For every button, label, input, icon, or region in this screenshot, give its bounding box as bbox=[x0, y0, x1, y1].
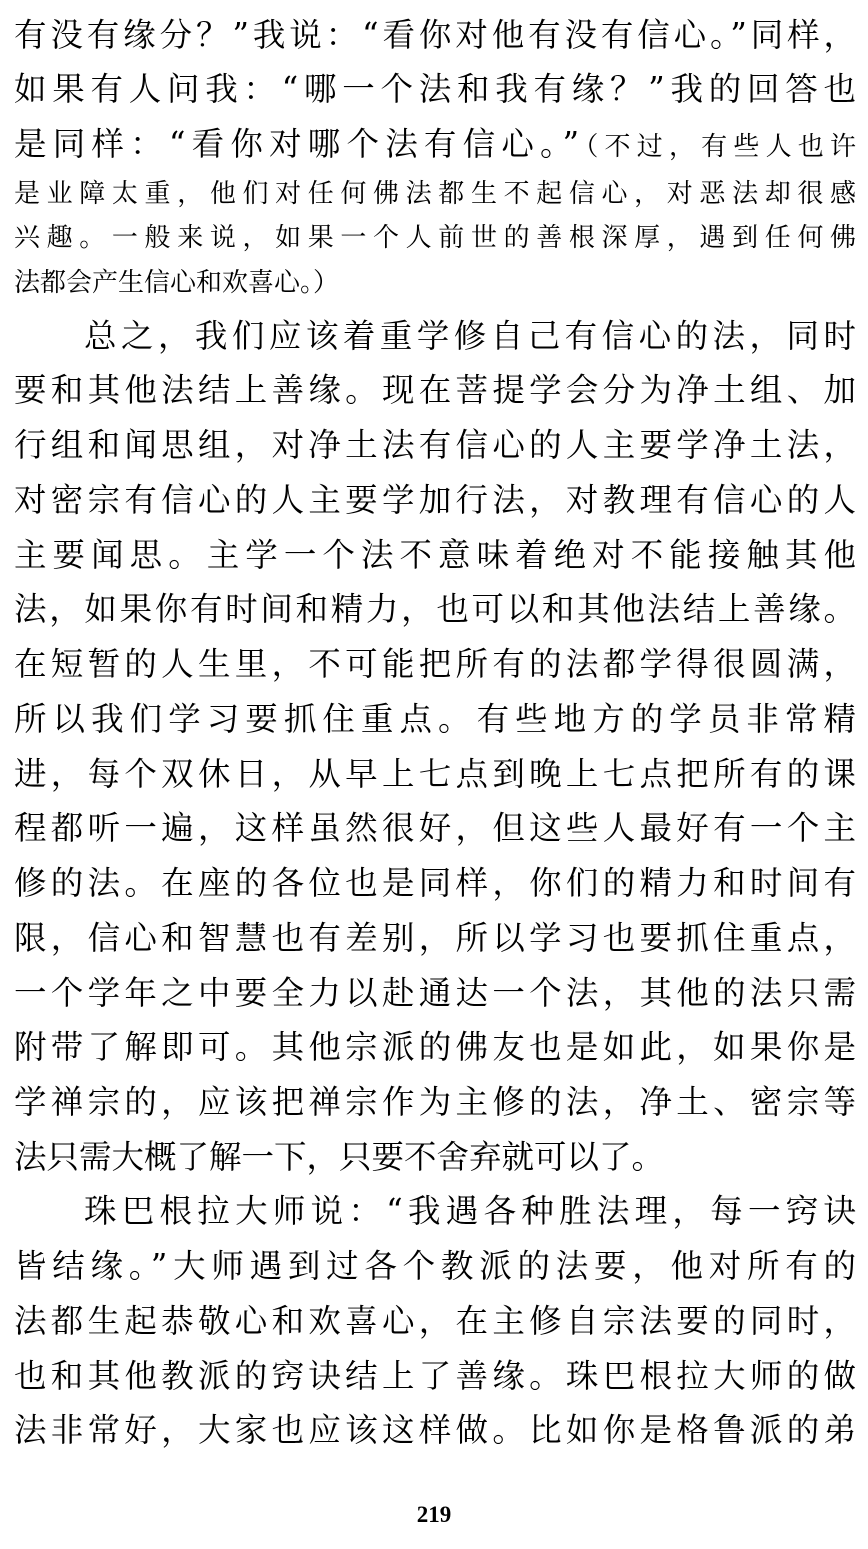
line-text: 修的法。在座的各位也是同样，你们的精力和时间有 bbox=[14, 864, 856, 902]
text-line bbox=[14, 62, 856, 117]
line-text: 有没有缘分？”我说：“看你对他有没有信心。”同样， bbox=[14, 16, 856, 54]
text-line-note bbox=[14, 172, 856, 216]
paragraph-first-line bbox=[14, 309, 856, 364]
text-line bbox=[14, 1075, 856, 1130]
line-text: 要和其他法结上善缘。现在菩提学会分为净土组、加 bbox=[14, 371, 856, 409]
line-text: 法都会产生信心和欢喜心。） bbox=[14, 268, 340, 298]
line-text: 进，每个双休日，从早上七点到晚上七点把所有的课 bbox=[14, 755, 856, 793]
page-number: 219 bbox=[416, 1502, 452, 1527]
parenthetical-note: （不过，有些人也许 bbox=[579, 132, 856, 162]
line-text: 法非常好，大家也应该这样做。比如你是格鲁派的弟 bbox=[14, 1411, 856, 1449]
text-line bbox=[14, 692, 856, 747]
text-line bbox=[14, 911, 856, 966]
line-text: 所以我们学习要抓住重点。有些地方的学员非常精 bbox=[14, 700, 856, 738]
text-line bbox=[14, 582, 856, 637]
line-text: 总之，我们应该着重学修自己有信心的法，同时 bbox=[84, 317, 856, 355]
text-line bbox=[14, 637, 856, 692]
text-line bbox=[14, 966, 856, 1021]
text-line-note bbox=[14, 261, 856, 305]
line-text: 限，信心和智慧也有差别，所以学习也要抓住重点， bbox=[14, 919, 856, 957]
text-line bbox=[14, 856, 856, 911]
line-text: 主要闻思。主学一个法不意味着绝对不能接触其他 bbox=[14, 536, 856, 574]
text-line bbox=[14, 1403, 856, 1458]
line-text: 程都听一遍，这样虽然很好，但这些人最好有一个主 bbox=[14, 809, 856, 847]
line-text: 法只需大概了解一下，只要不舍弃就可以了。 bbox=[14, 1138, 665, 1176]
text-line bbox=[14, 1239, 856, 1294]
text-line bbox=[14, 418, 856, 473]
text-line bbox=[14, 747, 856, 802]
line-text: 法，如果你有时间和精力，也可以和其他法结上善缘。 bbox=[14, 590, 856, 628]
line-text: 也和其他教派的窍诀结上了善缘。珠巴根拉大师的做 bbox=[14, 1357, 856, 1395]
line-text: 在短暂的人生里，不可能把所有的法都学得很圆满， bbox=[14, 645, 856, 683]
text-line bbox=[14, 1294, 856, 1349]
text-line bbox=[14, 1020, 856, 1075]
text-line bbox=[14, 117, 856, 172]
line-text: 学禅宗的，应该把禅宗作为主修的法，净土、密宗等 bbox=[14, 1083, 856, 1121]
text-line-note bbox=[14, 216, 856, 260]
line-text: 对密宗有信心的人主要学加行法，对教理有信心的人 bbox=[14, 481, 856, 519]
text-line bbox=[14, 8, 856, 63]
text-line bbox=[14, 1349, 856, 1404]
line-text: 一个学年之中要全力以赴通达一个法，其他的法只需 bbox=[14, 974, 856, 1012]
text-line bbox=[14, 801, 856, 856]
line-text: 是同样：“看你对哪个法有信心。” bbox=[14, 125, 580, 163]
text-line bbox=[14, 363, 856, 418]
line-text: 兴趣。一般来说，如果一个人前世的善根深厚，遇到任何佛 bbox=[14, 223, 856, 253]
paragraph-first-line bbox=[14, 1184, 856, 1239]
text-line bbox=[14, 528, 856, 583]
line-text: 行组和闻思组，对净土法有信心的人主要学净土法， bbox=[14, 426, 856, 464]
text-line bbox=[14, 473, 856, 528]
line-text: 是业障太重，他们对任何佛法都生不起信心，对恶法却很感 bbox=[14, 179, 856, 209]
line-text: 法都生起恭敬心和欢喜心，在主修自宗法要的同时， bbox=[14, 1302, 856, 1340]
text-line bbox=[14, 1130, 856, 1185]
line-text: 如果有人问我：“哪一个法和我有缘？”我的回答也 bbox=[14, 70, 856, 108]
line-text: 皆结缘。”大师遇到过各个教派的法要，他对所有的 bbox=[14, 1247, 856, 1285]
line-text: 珠巴根拉大师说：“我遇各种胜法理，每一窍诀 bbox=[84, 1192, 856, 1230]
line-text: 附带了解即可。其他宗派的佛友也是如此，如果你是 bbox=[14, 1028, 856, 1066]
